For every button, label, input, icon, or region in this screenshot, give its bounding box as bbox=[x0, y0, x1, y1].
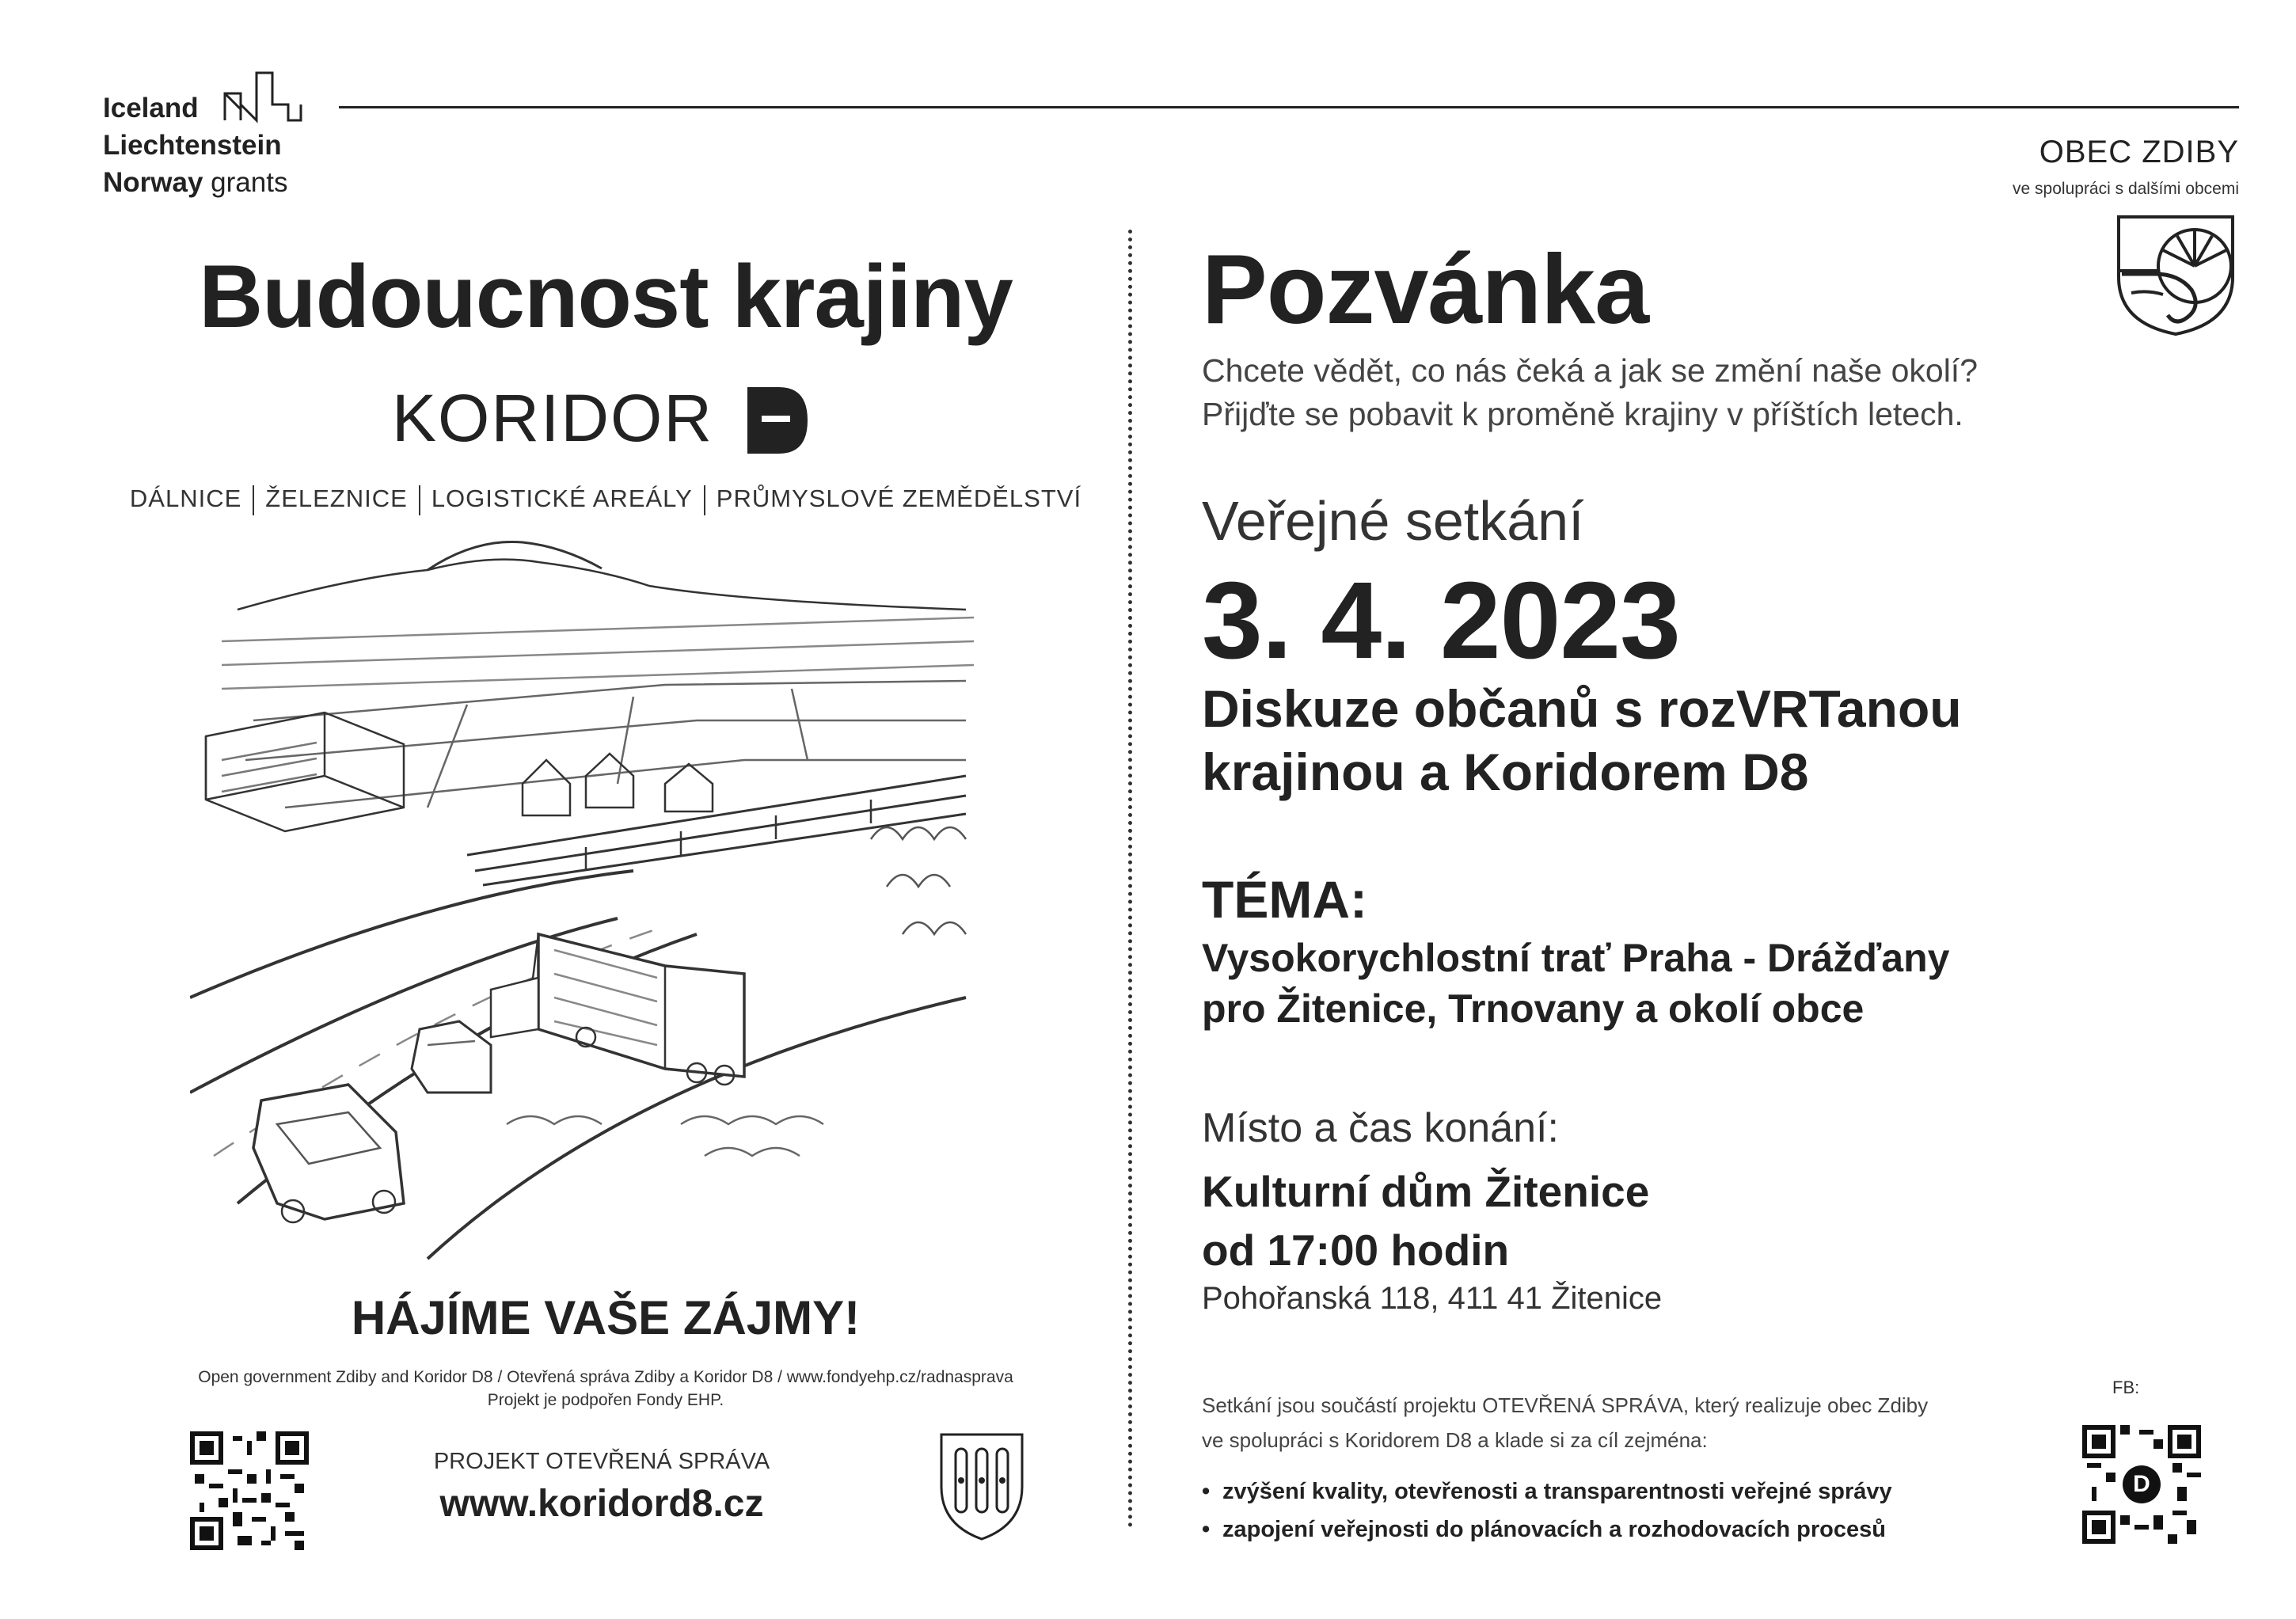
category-dalnice: DÁLNICE bbox=[129, 485, 242, 512]
category-zeleznice: ŽELEZNICE bbox=[265, 485, 408, 512]
slogan: HÁJÍME VAŠE ZÁJMY! bbox=[351, 1291, 861, 1344]
logo-line-iceland: Iceland bbox=[103, 93, 199, 124]
topic-heading: TÉMA: bbox=[1202, 870, 1367, 929]
invitation-heading: Pozvánka bbox=[1202, 235, 1649, 344]
category-list bbox=[119, 485, 1093, 515]
venue-address: Pohořanská 118, 411 41 Žitenice bbox=[1202, 1281, 1663, 1316]
project-goals-list bbox=[1202, 1473, 1892, 1549]
meeting-date: 3. 4. 2023 bbox=[1202, 560, 1680, 682]
place-and-time bbox=[1202, 1162, 1649, 1279]
start-time: od 17:00 hodin bbox=[1202, 1226, 1510, 1275]
header-rule bbox=[339, 106, 2239, 108]
project-info-line-1: Setkání jsou součástí projektu OTEVŘENÁ SPRÁVA, který realizuje obec Zdiby bbox=[1202, 1393, 1929, 1417]
zdiby-coat-of-arms-icon bbox=[2115, 214, 2236, 337]
category-prumyslove-zemedelstvi: PRŮMYSLOVÉ ZEMĚDĚLSTVÍ bbox=[716, 485, 1082, 512]
logo-line-liechtenstein: Liechtenstein bbox=[103, 130, 282, 161]
organization-name: OBEC ZDIBY bbox=[2039, 135, 2239, 169]
topic-text bbox=[1202, 933, 1949, 1034]
qr-code-left[interactable] bbox=[190, 1431, 309, 1550]
landscape-sketch-illustration bbox=[190, 523, 1005, 1267]
koridor-wordmark: KORIDOR bbox=[392, 381, 714, 455]
facebook-label: FB: bbox=[2112, 1378, 2140, 1397]
municipal-shield-icon bbox=[938, 1431, 1025, 1542]
project-info bbox=[1202, 1388, 2073, 1457]
logo-line-norway: Norway bbox=[103, 167, 203, 198]
discussion-line-1: Diskuze občanů s rozVRTanou bbox=[1202, 679, 1962, 738]
venue-name: Kulturní dům Žitenice bbox=[1202, 1167, 1650, 1216]
topic-line-2: pro Žitenice, Trnovany a okolí obce bbox=[1202, 986, 1865, 1031]
meeting-label: Veřejné setkání bbox=[1202, 490, 1584, 552]
qr-center-d8-logo: D bbox=[2123, 1465, 2161, 1503]
organization-subtitle: ve spolupráci s dalšími obcemi bbox=[2013, 180, 2239, 198]
eea-skyline-icon bbox=[223, 63, 302, 127]
project-info-line-2: ve spolupráci s Koridorem D8 a klade si za cíl zejména: bbox=[1202, 1428, 1708, 1452]
lead-line-1: Chcete vědět, co nás čeká a jak se změní naše okolí? bbox=[1202, 352, 1978, 389]
lead-line-2: Přijďte se pobavit k proměně krajiny v příštích letech. bbox=[1202, 396, 1963, 432]
goal-item: • zvýšení kvality, otevřenosti a transparentnosti veřejné správy bbox=[1202, 1473, 1892, 1511]
logo-grants-word: grants bbox=[211, 167, 288, 198]
place-heading: Místo a čas konání: bbox=[1202, 1105, 1559, 1151]
poster-title: Budoucnost krajiny bbox=[199, 247, 1013, 346]
project-label: PROJEKT OTEVŘENÁ SPRÁVA bbox=[433, 1449, 770, 1474]
footnote-open-government: Open government Zdiby and Koridor D8 / Otevřená správa Zdiby a Koridor D8 / www.fondyehp.cz/radnasprava bbox=[198, 1368, 1013, 1386]
discussion-title bbox=[1202, 677, 1962, 804]
footnote-ehp-funding: Projekt je podpořen Fondy EHP. bbox=[487, 1391, 724, 1409]
category-logisticke-arealy: LOGISTICKÉ AREÁLY bbox=[431, 485, 693, 512]
project-url-link[interactable]: www.koridord8.cz bbox=[439, 1483, 764, 1525]
column-divider bbox=[1128, 230, 1132, 1528]
goal-item: • zapojení veřejnosti do plánovacích a rozhodovacích procesů bbox=[1202, 1511, 1892, 1549]
topic-line-1: Vysokorychlostní trať Praha - Drážďany bbox=[1202, 936, 1950, 980]
koridor-d8-logo bbox=[744, 384, 811, 457]
discussion-line-2: krajinou a Koridorem D8 bbox=[1202, 743, 1809, 801]
